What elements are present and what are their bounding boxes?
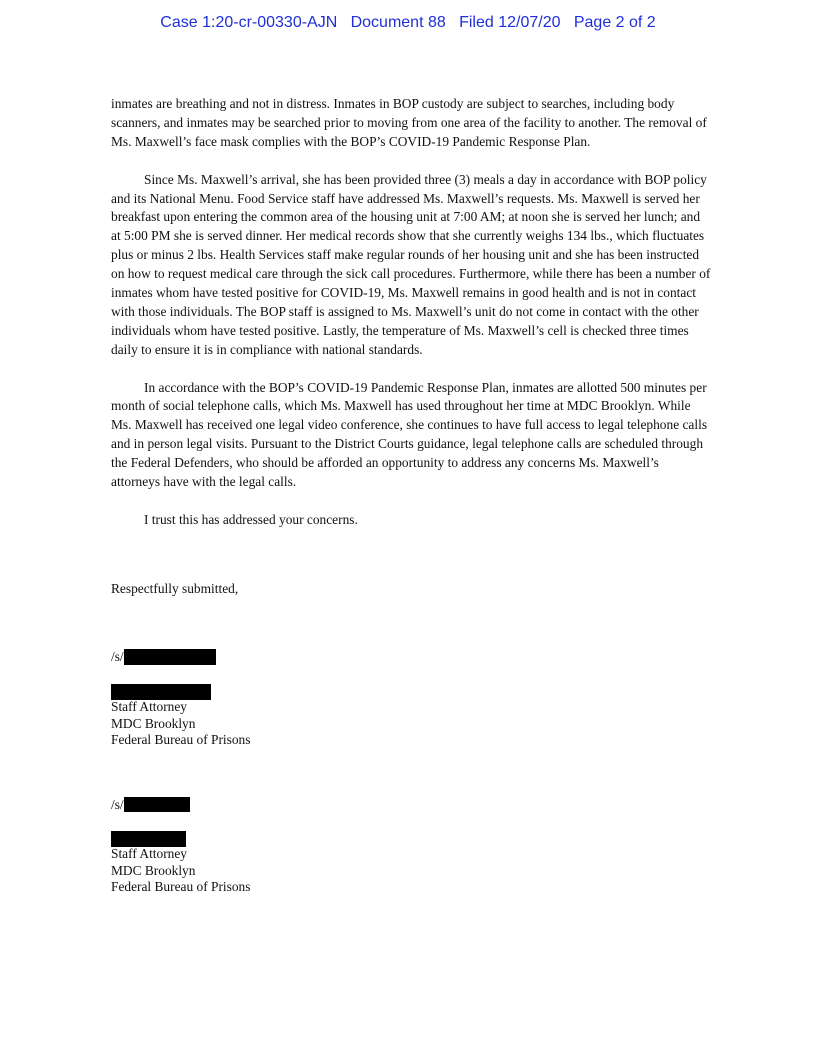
signer-title: Staff Attorney: [111, 846, 187, 861]
signer-agency: Federal Bureau of Prisons: [111, 732, 251, 747]
paragraph-meals-health: Since Ms. Maxwell’s arrival, she has been provided three (3) meals a day in accordance with BOP policy and its National Menu. Food Service staff have addressed Ms. Maxwell’s requests. Ms. Maxwell is served her breakfast upon entering the common area of the housing unit at 7:00 AM; at noon she is served her lunch; and at 5:00 PM she is served dinner. Her medical records show that she currently weighs 134 lbs., which fluctuates plus or minus 2 lbs. Health Services staff make regular rounds of her housing unit and she has been instructed on how to request medical care through the sick call procedures. Furthermore, while there has been a number of inmates whom have tested positive for COVID-19, Ms. Maxwell remains in good health and is not in contact with those individuals. The BOP staff is assigned to Ms. Maxwell’s unit do not come in contact with the other individuals whom have tested positive. Lastly, the temperature of Ms. Maxwell’s cell is checked three times daily to ensure it is in compliance with national standards.: [111, 171, 711, 357]
redaction-bar: [111, 684, 211, 700]
redaction-bar: [124, 649, 216, 665]
signature-prefix: /s/: [111, 796, 124, 812]
redacted-name-line-2: [111, 830, 250, 846]
redaction-bar: [124, 797, 190, 812]
closing-salutation: Respectfully submitted,: [111, 581, 239, 596]
signature-line-1: [111, 648, 250, 666]
signer-office: MDC Brooklyn: [111, 715, 196, 731]
signature-block-1: [111, 648, 250, 749]
paragraph-telephone-calls: In accordance with the BOP’s COVID-19 Pandemic Response Plan, inmates are allotted 500 minutes per month of social telephone calls, which Ms. Maxwell has used throughout her time at MDC Brooklyn. While Ms. Maxwell has received one legal video conference, she continues to have full access to legal telephone calls and in person legal visits. Pursuant to the District Courts guidance, legal telephone calls are scheduled through the Federal Defenders, who should be afforded an opportunity to address any concerns Ms. Maxwell’s attorneys have with the legal calls.: [111, 379, 708, 490]
signature-prefix: /s/: [111, 648, 124, 664]
signature-block-2: [111, 796, 250, 896]
signer-office: MDC Brooklyn: [111, 862, 196, 878]
redacted-name-line-1: [111, 683, 250, 699]
signer-agency: Federal Bureau of Prisons: [111, 879, 251, 894]
letter-body: [111, 95, 711, 549]
case-header: Case 1:20-cr-00330-AJN Document 88 Filed 12/07/20 Page 2 of 2: [160, 14, 656, 31]
paragraph-continuation: inmates are breathing and not in distress. Inmates in BOP custody are subject to searches, including body scanners, and inmates may be searched prior to moving from one area of the facility to another. The removal of Ms. Maxwell’s face mask complies with the BOP’s COVID-19 Pandemic Response Plan.: [111, 96, 707, 149]
paragraph-trust: I trust this has addressed your concerns.: [144, 511, 358, 527]
redaction-bar: [111, 831, 186, 847]
signature-line-2: [111, 796, 250, 814]
signer-title: Staff Attorney: [111, 699, 187, 714]
